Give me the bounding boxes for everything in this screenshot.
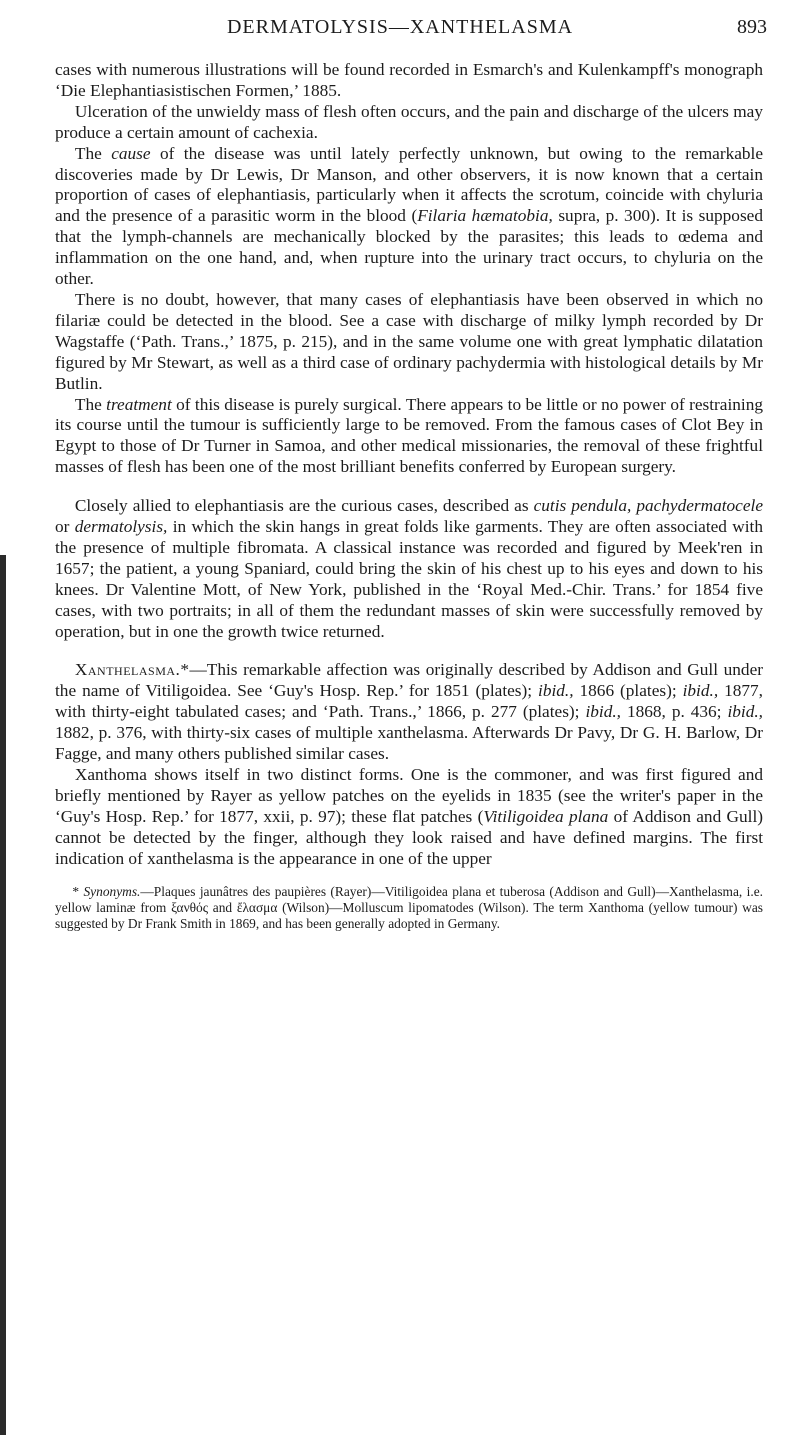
footnote — [55, 884, 763, 933]
body-text — [55, 60, 763, 933]
text-run: of the disease was until lately perfectly unknown, but owing to the remarkable discoveries made by Dr Lewis, Dr Manson, and other observers, it is now known that a certain proportion of cases of elephantiasis, particularly when it affects the scrotum, coincide with chyluria and the presence of a parasitic worm in the blood ( — [55, 143, 764, 226]
running-head-title: DERMATOLYSIS—XANTHELASMA — [226, 16, 574, 38]
paragraph-filariae: There is no doubt, however, that many cases of elephantiasis have been observed in which no filariæ could be detected in the blood. See a case with discharge of milky lymph recorded by Dr Wagstaffe (‘Path. Trans.,’ 1875, p. 215), and in the same volume one with great lymphatic dilatation figured by Mr Stewart, as well as a third case of ordinary pachydermia with histological details by Mr Butlin. — [55, 289, 763, 393]
italic-ibid: ibid., — [682, 681, 719, 701]
italic-term-cutis-pendula: cutis pendula, pachydermatocele — [533, 496, 763, 516]
italic-term-cause: cause — [111, 143, 151, 163]
section-heading-xanthelasma: Xanthelasma.* — [74, 660, 190, 680]
text-run: supra, p. 300). It is supposed that the lymph-channels are mechanically blocked by the parasites; this leads to œdema and inflammation on the one hand, and, when rupture into the urinary tract occurs, to chyluria on the other. — [55, 206, 763, 289]
text-run: The — [74, 394, 107, 414]
text-run: in which the skin hangs in great folds like garments. They are often associated with the presence of multiple fibromata. A classical instance was recorded and figured by Meek'ren in 1657; the patient, a young Spaniard, could bring the skin of his chest up to his eyes and down to his knees. Dr Valentine Mott, of New York, published in the ‘Royal Med.-Chir. Trans.’ for 1854 five cases, with two portraits; in all of them the redundant masses of skin were successfully removed by operation, but in one the growth twice returned. — [55, 517, 763, 641]
paragraph-cause — [55, 144, 763, 290]
paragraph-dermatolysis — [55, 496, 763, 642]
italic-term-filaria: Filaria hæmatobia, — [417, 206, 553, 226]
text-run: 1866 (plates); — [573, 681, 683, 701]
text-run: of Addison and Gull) cannot be detected by the finger, although they look raised and have defined margins. The first indication of xanthelasma is the appearance in one of the upper — [55, 806, 763, 868]
paragraph-treatment — [55, 395, 763, 479]
section-gap — [55, 478, 763, 496]
text-run: The — [74, 143, 112, 163]
italic-term-vitiligoidea: Vitiligoidea plana — [483, 806, 609, 826]
italic-ibid: ibid., — [727, 702, 763, 722]
footnote-marker: * — [72, 883, 84, 899]
footnote-text: —Plaques jaunâtres des paupières (Rayer)—Vitiligoidea plana et tuberosa (Addison and Gull)—Xanthelasma, i.e. yellow laminæ from ξανθός and ἔλασμα (Wilson)—Molluscum lipomatodes (Wilson). The term Xanthoma (yellow tumour) was suggested by Dr Frank Smith in 1869, and has been generally adopted in Germany. — [55, 883, 763, 932]
text-run: 1877, with thirty-eight tabulated cases; and ‘Path. Trans.,’ 1866, p. 277 (plates); — [55, 681, 763, 722]
paragraph-xanthelasma — [55, 660, 763, 765]
italic-ibid: ibid., — [538, 681, 574, 701]
text-run: 1882, p. 376, with thirty-six cases of multiple xanthelasma. Afterwards Dr Pavy, Dr G. H. Barlow, Dr Fagge, and many others published similar cases. — [55, 723, 763, 764]
text-run: —This remarkable affection was originally described by Addison and Gull under the name of Vitiligoidea. See ‘Guy's Hosp. Rep.’ for 1851 (plates); — [55, 660, 763, 701]
italic-term-treatment: treatment — [106, 394, 172, 414]
text-run: Closely allied to elephantiasis are the curious cases, described as — [74, 496, 534, 516]
italic-ibid: ibid., — [585, 702, 621, 722]
paragraph-xanthoma-forms — [55, 765, 763, 870]
footnote-spacer — [55, 870, 763, 878]
section-gap — [55, 642, 763, 660]
paragraph-continuation: cases with numerous illustrations will be found recorded in Esmarch's and Kulenkampff's monograph ‘Die Elephantiasistischen Formen,’ 1885. — [55, 60, 763, 100]
text-run: 1868, p. 436; — [620, 702, 728, 722]
margin-rule — [0, 555, 6, 1435]
paragraph-ulceration: Ulceration of the unwieldy mass of flesh often occurs, and the pain and discharge of the ulcers may produce a certain amount of cachexia. — [55, 101, 763, 142]
page-number: 893 — [737, 16, 767, 38]
running-head — [0, 16, 800, 46]
text-run: or — [55, 517, 75, 537]
footnote-synonyms-label: Synonyms. — [83, 883, 141, 899]
italic-term-dermatolysis: dermatolysis, — [74, 517, 168, 537]
text-run: of this disease is purely surgical. There appears to be little or no power of restraining its course until the tumour is sufficiently large to be removed. From the famous cases of Clot Bey in Egypt to those of Dr Turner in Samoa, and other medical missionaries, the removal of these frightful masses of flesh has been one of the most brilliant benefits conferred by European surgery. — [55, 394, 764, 477]
text-run: Xanthoma shows itself in two distinct forms. One is the commoner, and was first figured and briefly mentioned by Rayer as yellow patches on the eyelids in 1835 (see the writer's paper in the ‘Guy's Hosp. Rep.’ for 1877, xxii, p. 97); these flat patches ( — [55, 765, 763, 826]
